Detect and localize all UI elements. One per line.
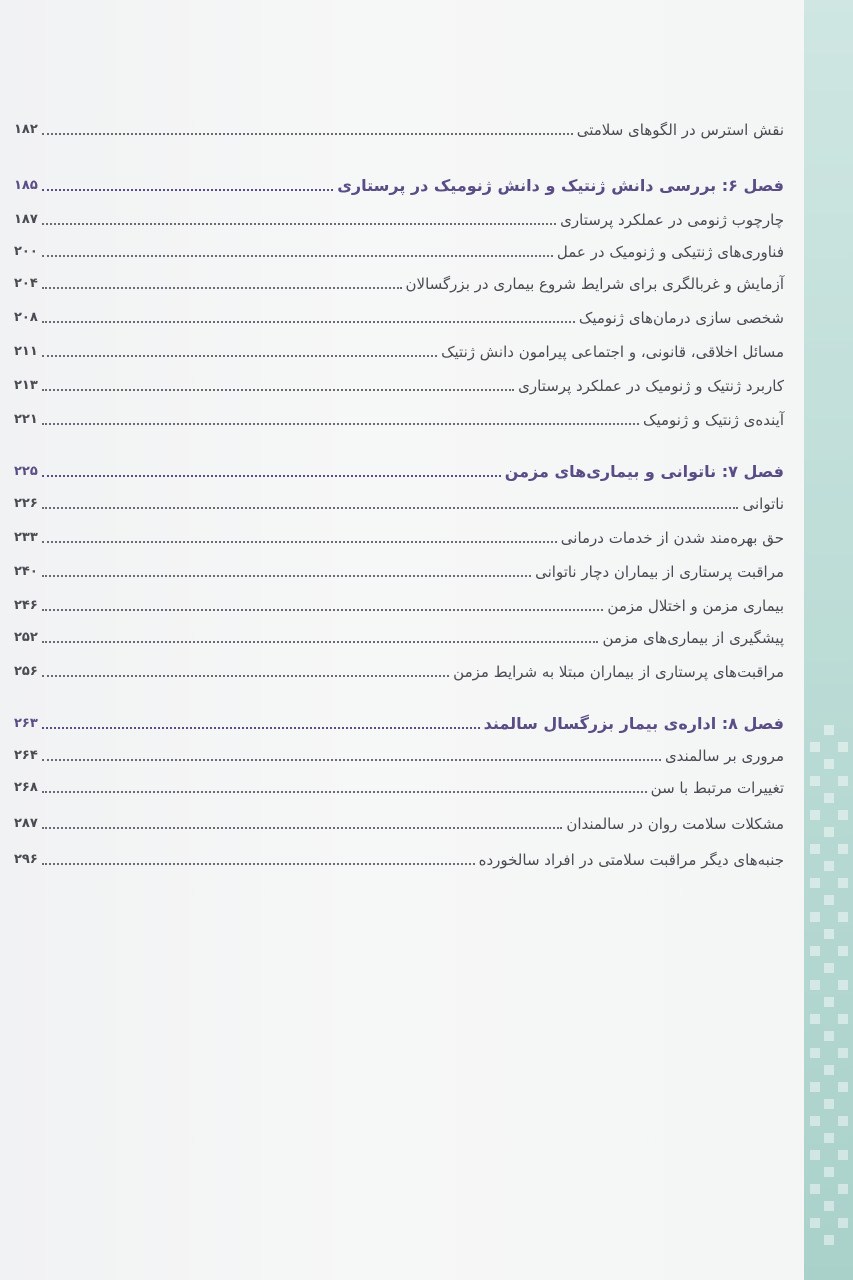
toc-entry (14, 588, 784, 616)
toc-entry (14, 842, 784, 870)
toc-entry-title: مراقبت پرستاری از بیماران دچار ناتوانی (535, 563, 784, 581)
toc-entry (14, 520, 784, 548)
decorative-tile (824, 1201, 834, 1211)
decorative-tile (838, 810, 848, 820)
dot-leader (42, 863, 475, 865)
decorative-tile (824, 759, 834, 769)
decorative-tile (824, 1065, 834, 1075)
toc-page-number: ۲۱۱ (14, 344, 38, 359)
toc-entry (14, 368, 784, 396)
toc-entry (14, 402, 784, 430)
toc-page-number: ۲۱۳ (14, 378, 38, 393)
toc-entry-title: آینده‌ی ژنتیک و ژنومیک (643, 411, 784, 429)
decorative-tile (838, 1150, 848, 1160)
decorative-tile (810, 946, 820, 956)
toc-page-number: ۲۸۷ (14, 816, 38, 831)
dot-leader (42, 255, 553, 257)
toc-page-number: ۲۶۳ (14, 716, 38, 731)
toc-entry-title: مشکلات سلامت روان در سالمندان (566, 815, 784, 833)
decorative-tile (810, 1082, 820, 1092)
decorative-tile (824, 929, 834, 939)
toc-entry-title: شخصی سازی درمان‌های ژنومیک (578, 309, 784, 327)
toc-page-number: ۱۸۵ (14, 178, 38, 193)
toc-entry-title: مسائل اخلاقی، قانونی، و اجتماعی پیرامون دانش ژنتیک (441, 343, 784, 361)
dot-leader (42, 223, 556, 225)
toc-page-number: ۲۲۶ (14, 496, 38, 511)
decorative-tile (810, 1014, 820, 1024)
toc-entry-title: فناوری‌های ژنتیکی و ژنومیک در عمل (556, 243, 784, 261)
decorative-tile (810, 1184, 820, 1194)
decorative-tile (838, 1082, 848, 1092)
toc-entry-title: مراقبت‌های پرستاری از بیماران مبتلا به شرایط مزمن (453, 663, 784, 681)
decorative-tile (810, 1048, 820, 1058)
decorative-side-band (804, 0, 853, 1280)
dot-leader (42, 675, 449, 677)
decorative-tile (824, 827, 834, 837)
decorative-tile (838, 946, 848, 956)
dot-leader (42, 133, 573, 135)
decorative-tile (824, 1235, 834, 1245)
toc-entry-title: پیشگیری از بیماری‌های مزمن (602, 629, 784, 647)
decorative-tile (824, 963, 834, 973)
toc-entry-title: ناتوانی (742, 495, 784, 513)
decorative-tile (838, 1014, 848, 1024)
decorative-tile (824, 1133, 834, 1143)
decorative-tile (810, 742, 820, 752)
decorative-tile (824, 895, 834, 905)
toc-page-number: ۱۸۲ (14, 122, 38, 137)
toc-page-number: ۲۲۱ (14, 412, 38, 427)
decorative-tile (810, 1116, 820, 1126)
toc-entry (14, 266, 784, 294)
toc-chapter-title: فصل ۶: بررسی دانش ژنتیک و دانش ژنومیک در پرستاری (337, 176, 784, 195)
toc-page-number: ۱۸۷ (14, 212, 38, 227)
toc-entry-title: تغییرات مرتبط با سن (650, 779, 784, 797)
toc-entry (14, 654, 784, 682)
dot-leader (42, 759, 661, 761)
decorative-tile (824, 793, 834, 803)
decorative-tile (838, 776, 848, 786)
dot-leader (42, 389, 514, 391)
toc-entry (14, 806, 784, 834)
decorative-tile (838, 1116, 848, 1126)
decorative-tile (838, 878, 848, 888)
decorative-tile (824, 725, 834, 735)
toc-chapter-heading (14, 706, 784, 734)
decorative-tile (810, 980, 820, 990)
decorative-tile (810, 1150, 820, 1160)
toc-entry-title: کاربرد ژنتیک و ژنومیک در عملکرد پرستاری (518, 377, 784, 395)
toc-page-number: ۲۴۰ (14, 564, 38, 579)
toc-entry-title: بیماری مزمن و اختلال مزمن (607, 597, 784, 615)
decorative-tile (824, 997, 834, 1007)
toc-entry-title: مروری بر سالمندی (664, 747, 784, 765)
toc-entry (14, 202, 784, 230)
decorative-tile (838, 1184, 848, 1194)
toc-entry (14, 300, 784, 328)
decorative-tile (838, 912, 848, 922)
dot-leader (42, 355, 437, 357)
toc-entry (14, 334, 784, 362)
dot-leader (42, 791, 647, 793)
toc-page-number: ۲۰۸ (14, 310, 38, 325)
toc-entry (14, 770, 784, 798)
decorative-tile (810, 1218, 820, 1228)
toc-entry-title: چارچوب ژنومی در عملکرد پرستاری (560, 211, 784, 229)
toc-page-number: ۲۰۰ (14, 244, 38, 259)
dot-leader (42, 475, 501, 477)
toc-entry (14, 620, 784, 648)
dot-leader (42, 507, 739, 509)
dot-leader (42, 827, 563, 829)
toc-entry (14, 112, 784, 140)
toc-page-number: ۲۵۶ (14, 664, 38, 679)
dot-leader (42, 609, 604, 611)
decorative-tile (824, 1167, 834, 1177)
toc-page-number: ۲۳۳ (14, 530, 38, 545)
toc-entry (14, 234, 784, 262)
toc-entry (14, 554, 784, 582)
decorative-tile (810, 912, 820, 922)
dot-leader (42, 189, 333, 191)
toc-entry (14, 738, 784, 766)
dot-leader (42, 541, 557, 543)
decorative-tile (810, 810, 820, 820)
decorative-tile (838, 742, 848, 752)
toc-entry-title: حق بهره‌مند شدن از خدمات درمانی (560, 529, 784, 547)
toc-page-number: ۲۵۲ (14, 630, 38, 645)
decorative-tile (824, 861, 834, 871)
toc-entry (14, 486, 784, 514)
decorative-tile (810, 844, 820, 854)
dot-leader (42, 641, 599, 643)
toc-chapter-heading (14, 168, 784, 196)
toc-entry-title: آزمایش و غربالگری برای شرایط شروع بیماری در بزرگسالان (405, 275, 784, 293)
dot-leader (42, 321, 575, 323)
toc-chapter-title: فصل ۸: اداره‌ی بیمار بزرگسال سالمند (483, 714, 784, 733)
toc-page-number: ۲۲۵ (14, 464, 38, 479)
toc-entry-title: نقش استرس در الگوهای سلامتی (576, 121, 784, 139)
toc-page-number: ۲۰۴ (14, 276, 38, 291)
decorative-tile (838, 1048, 848, 1058)
toc-chapter-heading (14, 454, 784, 482)
toc-page-number: ۲۶۴ (14, 748, 38, 763)
toc-page-number: ۲۹۶ (14, 852, 38, 867)
decorative-tile (824, 1031, 834, 1041)
toc-page-number: ۲۶۸ (14, 780, 38, 795)
dot-leader (42, 423, 639, 425)
decorative-tile (838, 980, 848, 990)
decorative-tile (838, 1218, 848, 1228)
decorative-tile (810, 878, 820, 888)
decorative-tile (824, 1099, 834, 1109)
toc-page-number: ۲۴۶ (14, 598, 38, 613)
decorative-tile (810, 776, 820, 786)
dot-leader (42, 287, 402, 289)
dot-leader (42, 575, 531, 577)
decorative-tile (838, 844, 848, 854)
toc-chapter-title: فصل ۷: ناتوانی و بیماری‌های مزمن (504, 462, 784, 481)
dot-leader (42, 727, 480, 729)
toc-entry-title: جنبه‌های دیگر مراقبت سلامتی در افراد سالخورده (478, 851, 784, 869)
